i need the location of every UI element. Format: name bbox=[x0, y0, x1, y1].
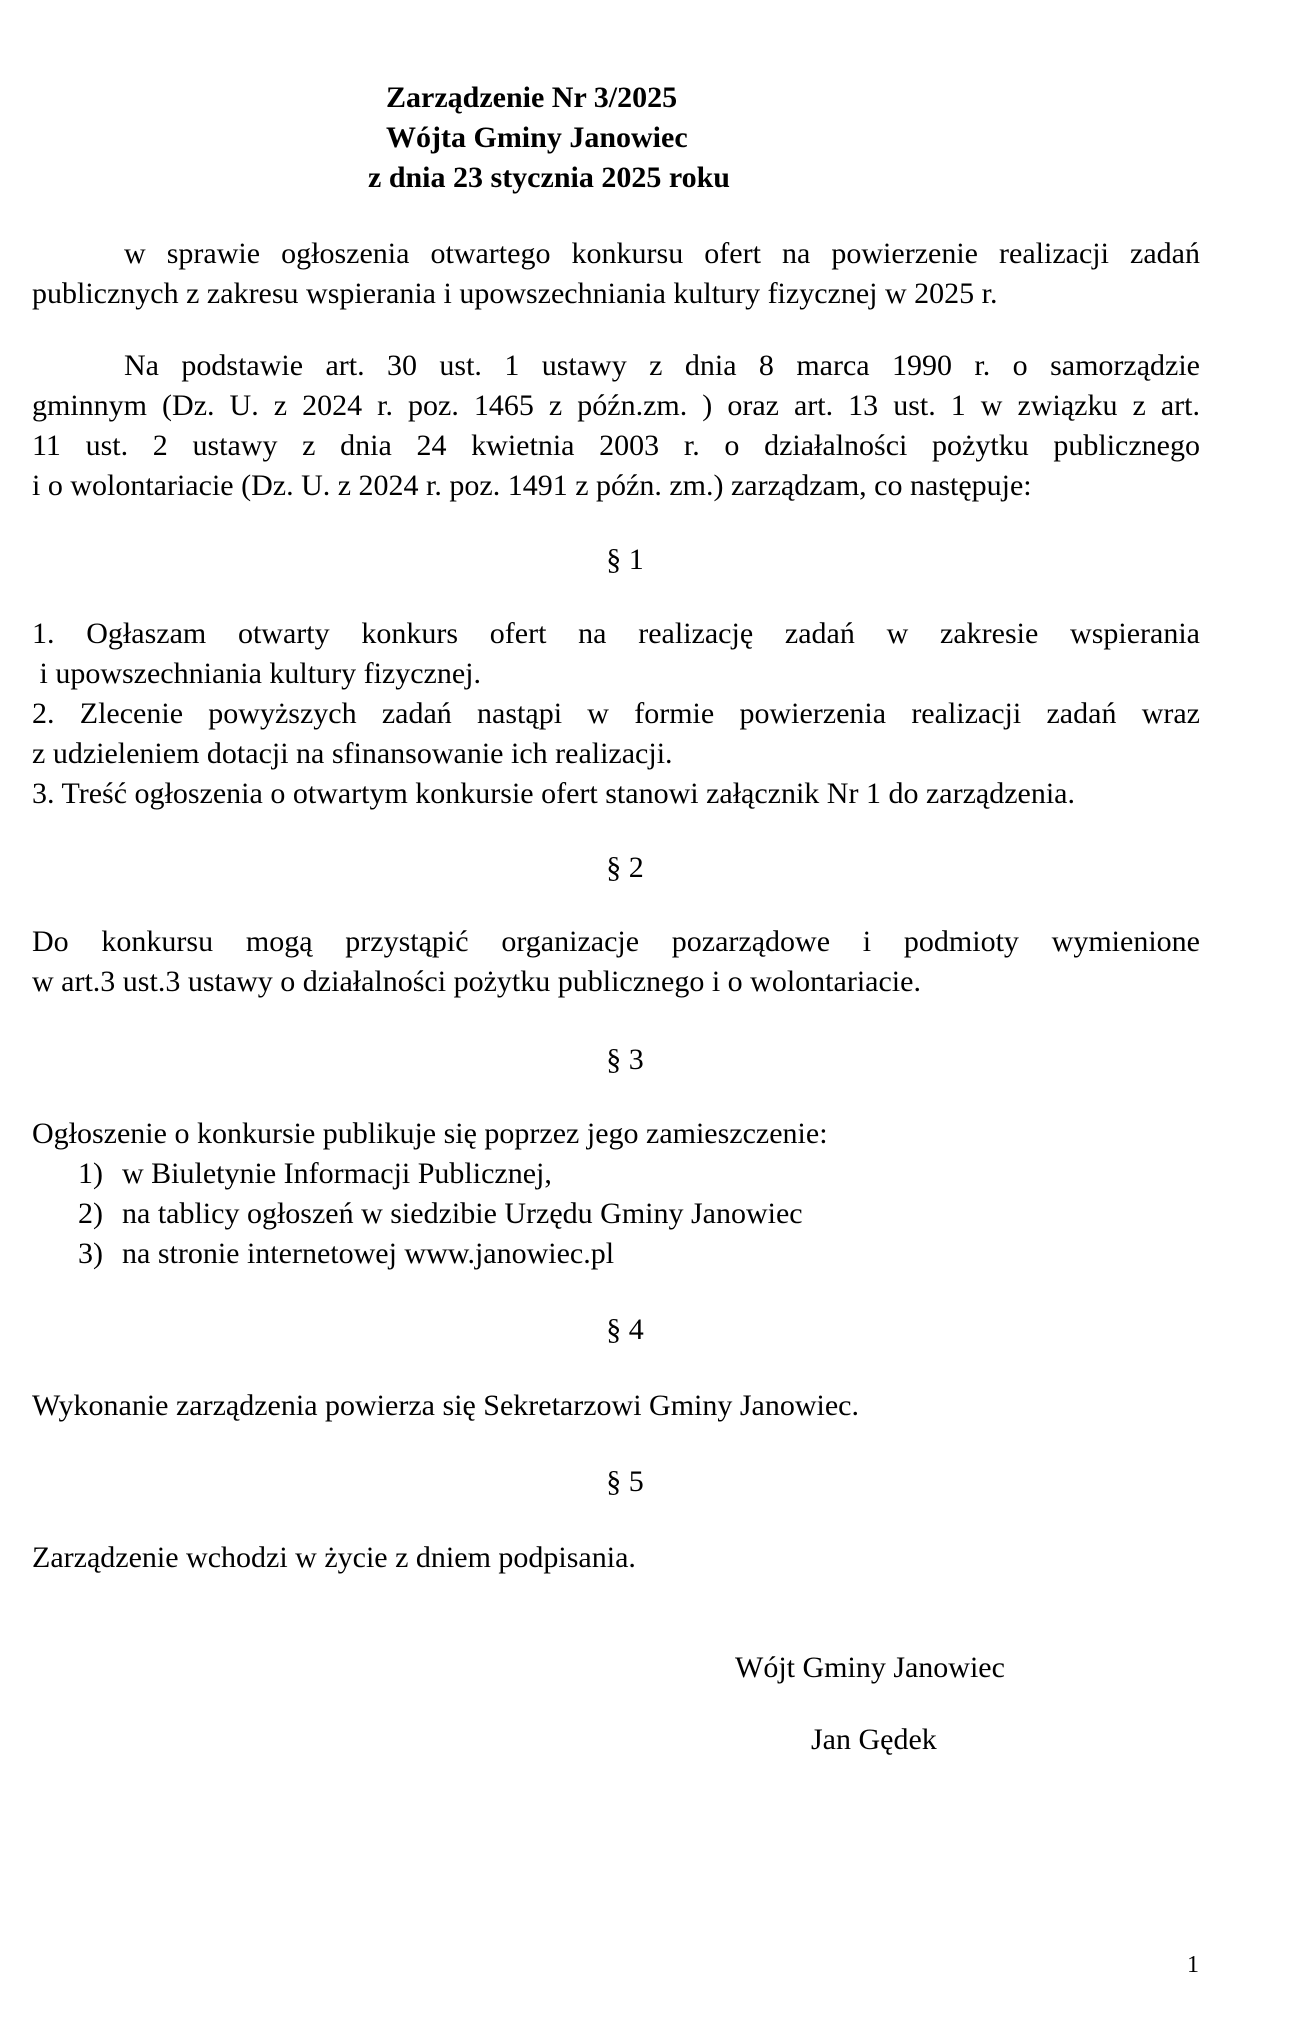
section-1-line: 3. Treść ogłoszenia o otwartym konkursie ofert stanowi załącznik Nr 1 do zarządzenia. bbox=[32, 777, 1075, 810]
section-heading-1: § 1 bbox=[606, 543, 644, 576]
section-heading-3: § 3 bbox=[606, 1043, 644, 1076]
section-4-body: Wykonanie zarządzenia powierza się Sekretarzowi Gminy Janowiec. bbox=[32, 1389, 859, 1422]
publication-list bbox=[78, 1154, 803, 1274]
section-1-line: z udzieleniem dotacji na sfinansowanie ich realizacji. bbox=[32, 737, 673, 770]
list-item: 3) na stronie internetowej www.janowiec.pl bbox=[78, 1237, 615, 1270]
signature-title: Wójt Gminy Janowiec bbox=[735, 1651, 1005, 1684]
list-item: 2) na tablicy ogłoszeń w siedzibie Urzędu Gminy Janowiec bbox=[78, 1197, 803, 1230]
subject-line: publicznych z zakresu wspierania i upowszechniania kultury fizycznej w 2025 r. bbox=[32, 277, 998, 310]
section-1-line: 2. Zlecenie powyższych zadań nastąpi w formie powierzenia realizacji zadań wraz bbox=[32, 697, 1200, 730]
section-1-line: 1. Ogłaszam otwarty konkurs ofert na realizację zadań w zakresie wspierania bbox=[32, 617, 1200, 650]
subject-paragraph bbox=[32, 234, 1200, 314]
section-heading-2: § 2 bbox=[606, 851, 644, 884]
legal-basis-paragraph bbox=[32, 346, 1200, 506]
ordinance-number: Zarządzenie Nr 3/2025 bbox=[386, 81, 678, 114]
legal-basis-line: 11 ust. 2 ustawy z dnia 24 kwietnia 2003 r. o działalności pożytku publicznego bbox=[32, 429, 1200, 462]
legal-basis-line: i o wolontariacie (Dz. U. z 2024 r. poz. 1491 z późn. zm.) zarządzam, co następuje: bbox=[32, 469, 1032, 502]
issuer: Wójta Gminy Janowiec bbox=[386, 121, 688, 154]
list-item: 1) w Biuletynie Informacji Publicznej, bbox=[78, 1157, 552, 1190]
legal-basis-line: Na podstawie art. 30 ust. 1 ustawy z dnia 8 marca 1990 r. o samorządzie bbox=[124, 349, 1200, 382]
subject-line: w sprawie ogłoszenia otwartego konkursu ofert na powierzenie realizacji zadań bbox=[124, 237, 1200, 270]
signature-name: Jan Gędek bbox=[811, 1723, 937, 1756]
section-1-line: i upowszechniania kultury fizycznej. bbox=[32, 657, 482, 690]
page-number: 1 bbox=[1187, 1952, 1199, 1978]
section-3-intro: Ogłoszenie o konkursie publikuje się poprzez jego zamieszczenie: bbox=[32, 1117, 828, 1150]
section-2-body bbox=[32, 922, 1200, 1002]
legal-basis-line: gminnym (Dz. U. z 2024 r. poz. 1465 z późn.zm. ) oraz art. 13 ust. 1 w związku z art. bbox=[32, 389, 1200, 422]
ordinance-date: z dnia 23 stycznia 2025 roku bbox=[368, 161, 730, 194]
section-2-line: Do konkursu mogą przystąpić organizacje pozarządowe i podmioty wymienione bbox=[32, 925, 1200, 958]
section-heading-4: § 4 bbox=[606, 1313, 644, 1346]
section-heading-5: § 5 bbox=[606, 1465, 644, 1498]
section-1-body bbox=[32, 614, 1200, 814]
section-5-body: Zarządzenie wchodzi w życie z dniem podpisania. bbox=[32, 1541, 636, 1574]
section-2-line: w art.3 ust.3 ustawy o działalności pożytku publicznego i o wolontariacie. bbox=[32, 965, 921, 998]
